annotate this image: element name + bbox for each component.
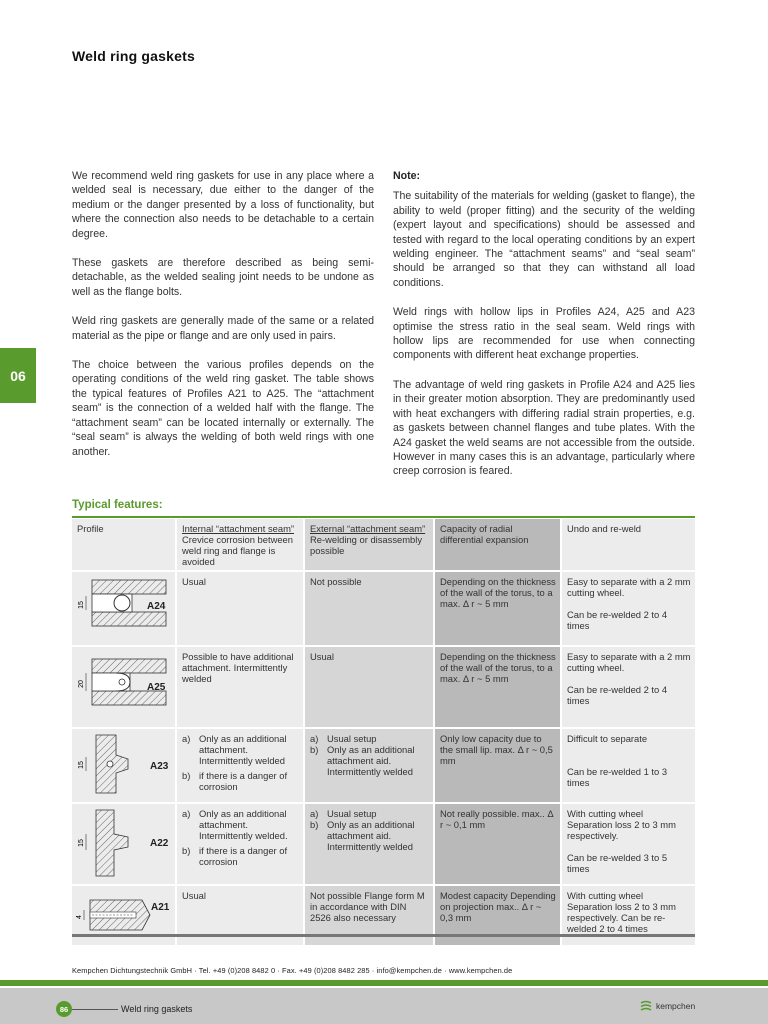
list-text: if there is a danger of corrosion [199,770,288,792]
capacity-cell: Only low capacity due to the small lip. max. Δ r ~ 0,5 mm [434,728,561,803]
list-marker: a) [182,808,191,819]
external-cell: Not possible Flange form M in accordance with DIN 2526 also necessary [304,885,434,946]
list-marker: a) [182,733,191,744]
header-internal [176,519,304,571]
list-text: Usual setup [327,733,377,744]
table-row [72,728,695,803]
page-number-rule [72,1009,118,1010]
table-bottom-rule [72,934,695,937]
table-header-row [72,519,695,571]
list-marker: b) [310,819,319,830]
table-row [72,803,695,885]
intro-paragraph: These gaskets are therefore described as being semi-detachable, as the welded sealing joint needs to be undone as well as the flange bolts. [72,257,374,298]
undo-cell [561,646,695,728]
list-text: Only as an additional attachment aid. Intermittently welded [327,819,415,852]
list-text: Only as an additional attachment. Intermittently welded [199,733,287,766]
external-cell: Not possible [304,571,434,646]
external-cell [304,803,434,885]
table-row [72,646,695,728]
features-table [72,519,695,947]
internal-cell [176,803,304,885]
list-marker: a) [310,733,319,744]
profile-drawing-cell [72,803,176,885]
header-capacity: Capacity of radial differential expansion [434,519,561,571]
capacity-cell: Modest capacity Depending on projection max.. Δ r ~ 0,3 mm [434,885,561,946]
capacity-cell: Not really possible. max.. Δ r ~ 0,1 mm [434,803,561,885]
list-marker: b) [182,770,191,781]
profile-a25-drawing [72,647,176,725]
profile-a24-drawing [72,572,176,642]
note-column [393,169,695,494]
header-external-desc: Re-welding or disassembly possible [310,534,423,556]
dimension-label: 4 [76,915,83,919]
page-number-badge: 86 [56,1001,72,1017]
heading-rule [72,516,695,518]
table-row [72,571,695,646]
internal-cell: Possible to have additional attachment. Intermittently welded [176,646,304,728]
header-internal-desc: Crevice corrosion between weld ring and flange is avoided [182,534,293,567]
undo-cell [561,571,695,646]
brand-name: kempchen [656,1001,696,1011]
footer-contact: Kempchen Dichtungstechnik GmbH · Tel. +49 (0)208 8482 0 · Fax. +49 (0)208 8482 285 · info@kempchen.de · www.kempchen.de [72,966,513,975]
profile-drawing-cell [72,728,176,803]
internal-cell [176,728,304,803]
undo-text: Easy to separate with a 2 mm cutting wheel. [567,576,691,598]
capacity-cell: Depending on the thickness of the wall of the torus, to a max. Δ r ~ 5 mm [434,646,561,728]
header-internal-title: Internal “attachment seam” [182,523,295,534]
header-external-title: External “attachment seam” [310,523,426,534]
undo-cell [561,803,695,885]
profile-label: A23 [150,761,169,772]
list-marker: b) [182,845,191,856]
note-label: Note: [393,170,421,182]
page-title: Weld ring gaskets [72,48,195,64]
kempchen-logo-icon [640,1000,652,1012]
note-paragraph: Weld rings with hollow lips in Profiles A24, A25 and A23 optimise the stress ratio in the seal seam. Weld rings with hollow lips are recommended for use when connecting components with different heat exchange properties. [393,306,695,362]
note-paragraph: The advantage of weld ring gaskets in Profile A24 and A25 lies in their greater motion absorption. They are predominantly used with heat exchangers with differing radial strain properties, e.g. as gaskets between channel flanges and tube plates. With the A24 gasket the weld seams are not accessible from the outside. However in many cases this is an advantage, particularly where creep corrosion is feared. [393,378,695,478]
internal-cell: Usual [176,571,304,646]
note-paragraph: The suitability of the materials for welding (gasket to flange), the ability to weld (proper fitting) and the security of the welding (expert layout and specifications) should be assessed and tested with regard to the local operating conditions by an expert welding engineer. The “attachment seams” and “seal seam” should be arranged so that they can withstand all load conditions. [393,190,695,289]
header-undo: Undo and re-weld [561,519,695,571]
undo-cell [561,728,695,803]
list-text: Only as an additional attachment aid. Intermittently welded [327,744,415,777]
dimension-label: 15 [78,601,85,609]
intro-paragraph: The choice between the various profiles depends on the operating conditions of the weld ring gasket. The table shows the typical features of Profiles A21 to A25. The “attachment seam” is the connection of a welded half with the flange. The “attachment seam” can be located internally or externally. The “seal seam” is always the welding of both weld rings with one another. [72,359,374,458]
profile-drawing-cell [72,571,176,646]
undo-cell: With cutting wheel Separation loss 2 to 3 mm respectively. Can be re-welded 2 to 4 times [561,885,695,946]
dimension-label: 15 [78,761,85,769]
list-text: if there is a danger of corrosion [199,845,288,867]
undo-text: Can be re-welded 1 to 3 times [567,766,668,788]
footer-green-band [0,980,768,986]
undo-text: Can be re-welded 3 to 5 times [567,852,668,874]
header-profile: Profile [72,519,176,571]
undo-text: With cutting wheel Separation loss 2 to 3 mm respectively. [567,808,676,841]
internal-cell: Usual [176,885,304,946]
intro-paragraph: We recommend weld ring gaskets for use in any place where a welded seal is necessary, due either to the danger of the medium or the danger presented by a loss of functionality, but where the connection also needs to be detachable to a certain degree. [72,170,374,240]
external-cell [304,728,434,803]
undo-text: Can be re-welded 2 to 4 times [567,684,668,706]
features-heading: Typical features: [72,499,163,511]
list-text: Usual setup [327,808,377,819]
profile-a22-drawing [72,804,176,882]
intro-column [72,169,374,474]
intro-paragraph: Weld ring gaskets are generally made of the same or a related material as the pipe or flange and are only used in pairs. [72,315,374,342]
profile-label: A21 [151,902,170,913]
profile-drawing-cell [72,646,176,728]
profile-label: A24 [147,601,166,612]
profile-label: A22 [150,838,169,849]
undo-text: Easy to separate with a 2 mm cutting wheel. [567,651,691,673]
header-external [304,519,434,571]
brand-logo [640,1000,695,1012]
footer-page-title: Weld ring gaskets [121,1004,193,1014]
chapter-tab: 06 [0,348,36,403]
undo-text: Difficult to separate [567,733,648,744]
list-text: Only as an additional attachment. Intermittently welded. [199,808,288,841]
profile-a23-drawing [72,729,176,799]
list-marker: b) [310,744,319,755]
dimension-label: 15 [78,839,85,847]
dimension-label: 20 [78,680,85,688]
external-cell: Usual [304,646,434,728]
undo-text: Can be re-welded 2 to 4 times [567,609,668,631]
capacity-cell: Depending on the thickness of the wall of the torus, to a max. Δ r ~ 5 mm [434,571,561,646]
list-marker: a) [310,808,319,819]
profile-label: A25 [147,682,166,693]
